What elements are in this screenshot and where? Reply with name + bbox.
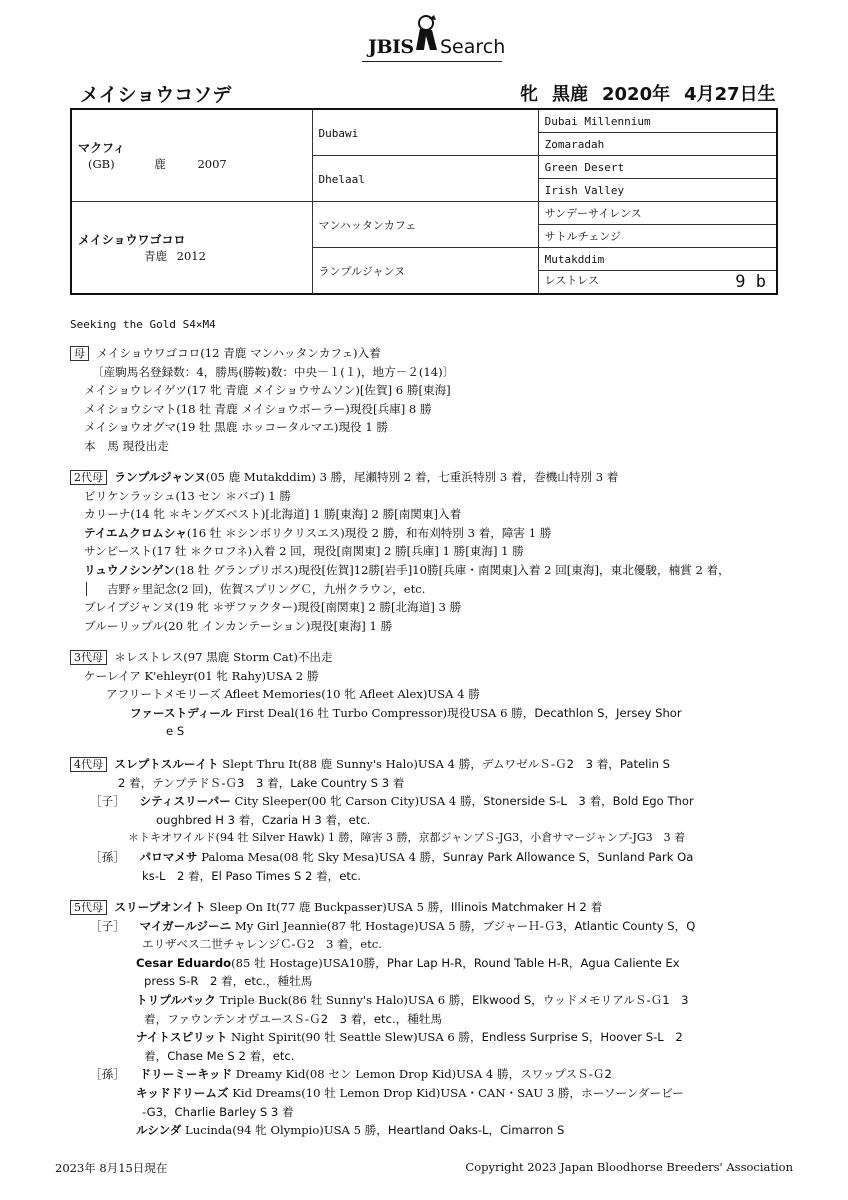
offspring-label: ［子］ <box>90 794 125 809</box>
list-item: ブレイブジャンヌ(19 牝 ＊ザファクター)現役[南関東] 2 勝[北海道] 3 勝 <box>84 600 462 615</box>
list-item: First Deal(16 牡 Turbo Compressor)現役USA 6 勝， <box>236 705 535 720</box>
list-item: Night Spirit(90 牡 Seattle Slew)USA 6 勝， <box>231 1030 482 1045</box>
list-item: ＊レストレス(97 黒鹿 Storm Cat)不出走 <box>114 650 333 664</box>
horse-name-bold: Cesar Eduardo <box>136 955 232 970</box>
ds-dam-cell: サトルチェンジ <box>538 225 777 248</box>
dam-info <box>78 248 306 264</box>
list-item: Phar Lap H-R，Round Table H-R，Agua Caliente Ex <box>386 955 680 970</box>
list-item: City Sleeper(00 牝 Carson City)USA 4 勝， <box>234 794 484 809</box>
sire-dam: Dhelaal <box>318 172 365 186</box>
list-item: ブジャーＨ-Ｇ3，Atlantic County S，Q <box>482 918 696 933</box>
horse-name: メイショウコソデ <box>80 84 232 106</box>
footer-date: 2023年 8月15日現在 <box>55 1161 168 1175</box>
section-tag-5th-dam: 5代母 <box>70 900 107 915</box>
horse-color: 黒鹿 <box>552 84 588 105</box>
sire-year: 2007 <box>197 157 227 171</box>
section-tag-3rd-dam: 3代母 <box>70 650 107 665</box>
section-5th-dam <box>70 898 695 1140</box>
list-item: ホーソーンダービー <box>581 1085 684 1100</box>
list-item: ＊トキオワイルド(94 牡 Silver Hawk) 1 勝，障害 3 勝，京都ジャンプＳ-JG3，小倉サマージャンプ-JG3 3 着 <box>128 831 686 845</box>
list-item: Decathlon S，Jersey Shor <box>534 705 682 720</box>
logo-underline <box>362 61 502 62</box>
horse-name-bold: ドリーミーキッド <box>139 1067 233 1082</box>
list-item: サンビースト(17 牡 ＊クロフネ)入着 2 回，現役[南関東] 2 勝[兵庫] 1 勝[東海] 1 勝 <box>84 544 524 559</box>
horse-name-bold: リュウノシンゲン <box>84 562 175 577</box>
list-item: Lucinda(94 牝 Olympio)USA 5 勝， <box>185 1123 388 1138</box>
horse-name-bold: トリプルバック <box>136 992 216 1007</box>
list-item: (16 牡 ＊シンボリクリスエス)現役 2 勝，和布刈特別 3 着，障害 1 勝 <box>186 525 552 540</box>
list-item: (85 牡 Hostage)USA10勝， <box>231 955 387 970</box>
sire-info <box>78 156 306 172</box>
list-item: Stonerside S-L 3 着，Bold Ego Thor <box>483 794 694 809</box>
grandchild-label: ［孫］ <box>90 849 125 864</box>
horse-info <box>520 80 776 106</box>
dam-dam: ランプルジャンヌ <box>318 264 406 278</box>
list-item: Elkwood S，ウッドメモリアルＳ-Ｇ1 3 <box>471 992 689 1007</box>
list-item: (18 牡 グランプリボス)現役[佐賀]12勝[岩手]10勝[兵庫・南関東]入着 2 回[東海]，東北優駿，楠賞 2 着， <box>174 562 730 577</box>
footer-copyright: Copyright 2023 Japan Bloodhorse Breeders' Association <box>465 1160 793 1174</box>
list-item: ビリケンラッシュ(13 セン ＊バゴ) 1 勝 <box>84 488 291 503</box>
family-number: 9 b <box>735 272 766 292</box>
list-item: Illinois Matchmaker H 2 着 <box>450 900 603 914</box>
dam-name: メイショウワゴコロ <box>78 233 186 247</box>
logo-search-text: Search <box>440 36 506 58</box>
dam-color: 青鹿 <box>144 249 167 263</box>
sire-name: マクフィ <box>78 141 126 155</box>
ss-dam-cell: Zomaradah <box>538 133 777 156</box>
list-item: Kid Dreams(10 牡 Lemon Drop Kid)USA・CAN・SAU 3 勝， <box>232 1085 582 1100</box>
logo-jbis-text: JBIS <box>368 36 414 58</box>
list-item: Sleep On It(77 鹿 Buckpasser)USA 5 勝， <box>209 900 451 914</box>
dam-produce-summary: 〔産駒馬名登録数：4，勝馬(勝鞍)数：中央－１(１)，地方－２(14)〕 <box>92 364 455 379</box>
list-item: Sunray Park Allowance S，Sunland Park Oa <box>442 849 694 864</box>
list-item: press S-R 2 着，etc.，種牡馬 <box>144 974 313 989</box>
list-item: カリーナ(14 牝 ＊キングズベスト)[北海道] 1 勝[東海] 2 勝[南関東]入着 <box>84 507 462 522</box>
dam-sire: マンハッタンカフェ <box>318 218 417 232</box>
section-2nd-dam <box>70 468 730 635</box>
list-item: メイショウレイゲツ(17 牝 青鹿 メイショウサムソン)[佐賀] 6 勝[東海] <box>84 383 451 398</box>
list-item: Triple Buck(86 牡 Sunny's Halo)USA 6 勝， <box>219 992 472 1007</box>
ss-sire-cell: Dubai Millennium <box>538 109 777 133</box>
sire-country: (GB) <box>88 157 115 171</box>
sd-dam-cell: Irish Valley <box>538 179 777 202</box>
ds-sire-cell: サンデーサイレンス <box>538 202 777 225</box>
pedigree-table <box>70 108 778 295</box>
list-item: Dreamy Kid(08 セン Lemon Drop Kid)USA 4 勝， <box>235 1067 521 1082</box>
dam-cell <box>71 202 312 295</box>
offspring-label: ［子］ <box>90 918 125 933</box>
list-item: エリザベス二世チャレンジＣ-Ｇ2 3 着，etc. <box>142 937 382 952</box>
horse-name-bold: ナイトスピリット <box>136 1030 228 1045</box>
horse-birthdate: 4月27日生 <box>684 84 776 105</box>
section-4th-dam <box>70 755 694 885</box>
list-item: メイショウシマト(18 牡 青鹿 メイショウボーラー)現役[兵庫] 8 勝 <box>84 401 432 416</box>
list-item: 着，Chase Me S 2 着，etc. <box>144 1048 295 1063</box>
dam-record: メイショウワゴコロ(12 青鹿 マンハッタンカフェ)入着 <box>96 346 381 360</box>
dam-dam-cell <box>312 248 538 295</box>
horse-name-bold: ルシンダ <box>136 1123 182 1138</box>
sire-color: 鹿 <box>154 157 166 171</box>
list-item: デムワゼルＳ-Ｇ2 3 着，Patelin S <box>481 757 670 771</box>
horse-name-bold: パロマメサ <box>139 849 198 864</box>
horse-name-bold: マイガールジーニ <box>139 918 232 933</box>
list-item: e S <box>166 724 185 739</box>
section-tag-4th-dam: 4代母 <box>70 757 107 772</box>
sire-dam-cell <box>312 156 538 202</box>
dd-sire-cell: Mutakddim <box>538 248 777 271</box>
horse-name-bold: スレプトスルーイト <box>114 757 219 771</box>
list-item: ks-L 2 着，El Paso Times S 2 着，etc. <box>142 868 361 883</box>
grandchild-label: ［孫］ <box>90 1067 125 1082</box>
horse-name-bold: キッドドリームズ <box>136 1085 229 1100</box>
list-item: Slept Thru It(88 鹿 Sunny's Halo)USA 4 勝， <box>222 757 482 771</box>
sire-sire: Dubawi <box>318 126 359 140</box>
dd-dam: レストレス <box>544 274 599 287</box>
list-item: アフリートメモリーズ Afleet Memories(10 牝 Afleet Alex)USA 4 勝 <box>106 687 480 702</box>
dd-dam-cell <box>538 271 777 295</box>
section-tag-dam: 母 <box>70 346 89 361</box>
list-item: ケーレイア K'ehleyr(01 牝 Rahy)USA 2 勝 <box>84 668 319 683</box>
list-item: Heartland Oaks-L，Cimarron S <box>387 1123 565 1138</box>
sire-cell <box>71 109 312 202</box>
list-item: ブルーリップル(20 牝 インカンテーション)現役[東海] 1 勝 <box>84 618 393 633</box>
horse-name-bold: ファーストディール <box>130 705 233 720</box>
jbis-logo <box>362 12 506 58</box>
section-tag-2nd-dam: 2代母 <box>70 470 107 485</box>
dam-year: 2012 <box>176 249 206 263</box>
section-dam <box>70 344 454 456</box>
dam-sire-cell <box>312 202 538 248</box>
list-item: Paloma Mesa(08 牝 Sky Mesa)USA 4 勝， <box>201 849 443 864</box>
horse-sex: 牝 <box>520 84 538 105</box>
list-item: -G3，Charlie Barley S 3 着 <box>142 1104 294 1119</box>
inbreeding-note: Seeking the Gold S4×M4 <box>70 318 216 331</box>
list-item: 2 着，テンプテドＳ-Ｇ3 3 着，Lake Country S 3 着 <box>118 775 405 790</box>
horse-year: 2020年 <box>602 84 671 105</box>
list-item: 吉野ヶ里記念(2 回)，佐賀スプリングＣ，九州クラウン，etc. <box>86 582 425 596</box>
list-item: oughbred H 3 着，Czaria H 3 着，etc. <box>156 812 371 827</box>
list-item: 本 馬 現役出走 <box>84 438 169 453</box>
list-item: My Girl Jeannie(87 牝 Hostage)USA 5 勝， <box>234 918 483 933</box>
horse-name-bold: スリープオンイト <box>114 900 206 914</box>
horse-name-bold: テイエムクロムシャ <box>84 525 187 540</box>
section-3rd-dam <box>70 648 682 741</box>
sd-sire-cell: Green Desert <box>538 156 777 179</box>
list-item: メイショウオグマ(19 牡 黒鹿 ホッコータルマエ)現役 1 勝 <box>84 420 388 435</box>
horse-name-bold: シティスリーパー <box>139 794 231 809</box>
list-item: 着，ファウンテンオヴユースＳ-Ｇ2 3 着，etc.，種牡馬 <box>144 1011 443 1026</box>
horse-name-bold: ランプルジャンヌ <box>114 470 206 484</box>
sire-sire-cell <box>312 109 538 156</box>
horse-logo-icon <box>410 14 440 52</box>
list-item: (05 鹿 Mutakddim) 3 勝，尾瀬特別 2 着，七重浜特別 3 着，巻機山特別 3 着 <box>205 470 619 484</box>
list-item: Endless Surprise S，Hoover S-L 2 <box>481 1030 683 1045</box>
list-item: スワップスＳ-Ｇ2 <box>520 1067 612 1082</box>
